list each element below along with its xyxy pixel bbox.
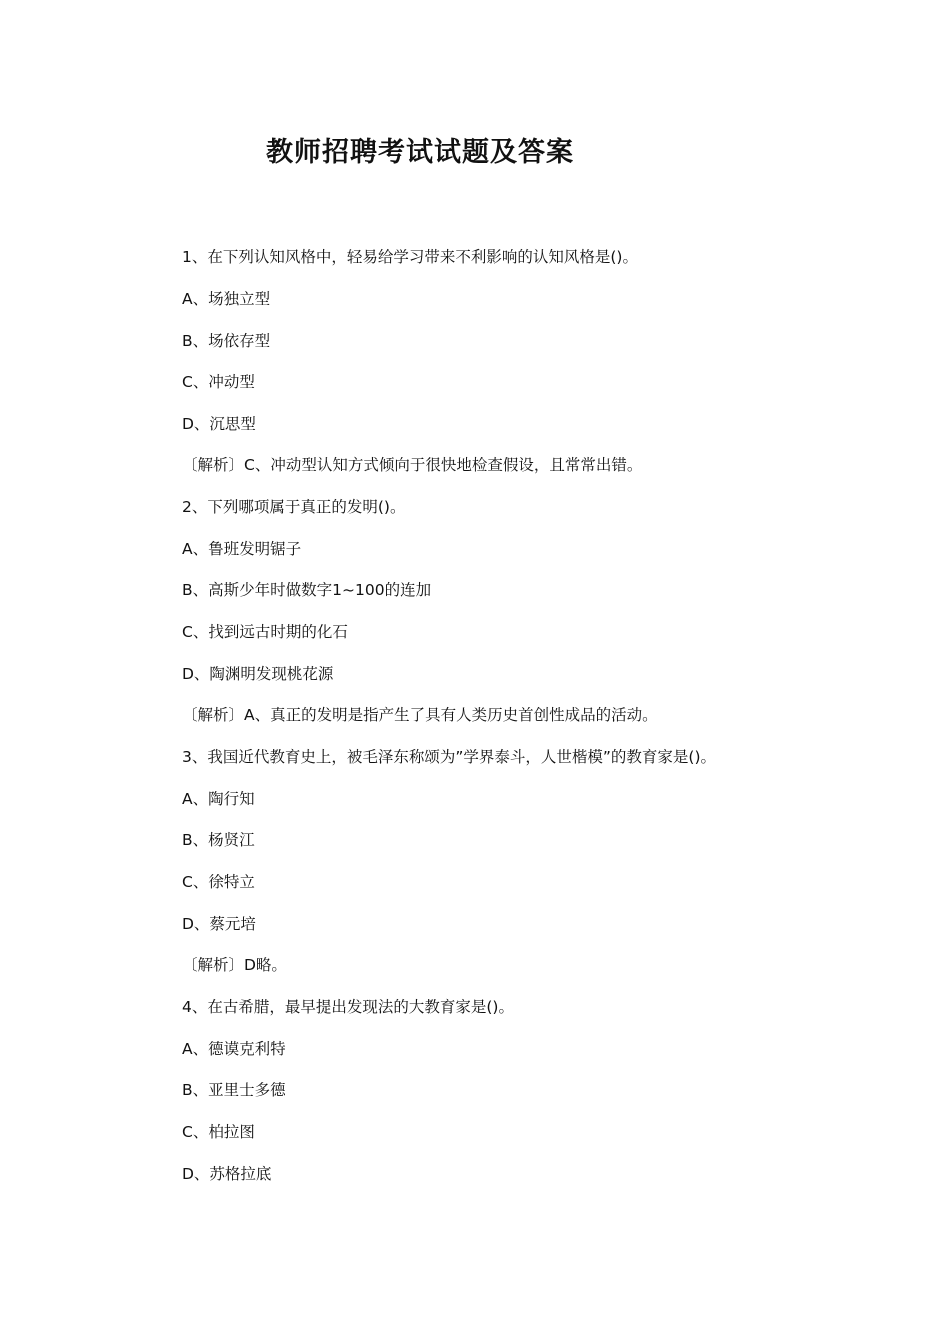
question-1-text: 1、在下列认知风格中，轻易给学习带来不利影响的认知风格是()。 xyxy=(182,248,638,266)
document-title xyxy=(0,130,950,169)
question-2-option-b: B、高斯少年时做数字1~100的连加 xyxy=(182,581,432,599)
question-4-option-c: C、柏拉图 xyxy=(182,1123,255,1141)
document-title-text: 教师招聘考试试题及答案 xyxy=(266,137,574,168)
question-1-analysis: 〔解析〕C、冲动型认知方式倾向于很快地检查假设，且常常出错。 xyxy=(182,456,643,474)
question-3-text: 3、我国近代教育史上，被毛泽东称颂为”学界泰斗，人世楷模”的教育家是()。 xyxy=(182,748,717,766)
question-2-text: 2、下列哪项属于真正的发明()。 xyxy=(182,498,406,516)
question-2-option-d: D、陶渊明发现桃花源 xyxy=(182,665,334,683)
question-1-option-a: A、场独立型 xyxy=(182,290,271,308)
question-3-option-c: C、徐特立 xyxy=(182,873,255,891)
question-2-analysis: 〔解析〕A、真正的发明是指产生了具有人类历史首创性成品的活动。 xyxy=(182,706,658,724)
question-3-option-b: B、杨贤江 xyxy=(182,831,255,849)
question-4-option-b: B、亚里士多德 xyxy=(182,1081,286,1099)
question-1-option-d: D、沉思型 xyxy=(182,415,256,433)
question-3-analysis: 〔解析〕D略。 xyxy=(182,956,287,974)
question-4-option-d: D、苏格拉底 xyxy=(182,1165,272,1183)
question-1-option-b: B、场依存型 xyxy=(182,332,271,350)
question-1-option-c: C、冲动型 xyxy=(182,373,255,391)
question-2-option-c: C、找到远古时期的化石 xyxy=(182,623,348,641)
question-4-text: 4、在古希腊，最早提出发现法的大教育家是()。 xyxy=(182,998,514,1016)
question-3-option-a: A、陶行知 xyxy=(182,790,255,808)
question-2-option-a: A、鲁班发明锯子 xyxy=(182,540,302,558)
question-4-option-a: A、德谟克利特 xyxy=(182,1040,286,1058)
question-3-option-d: D、蔡元培 xyxy=(182,915,256,933)
